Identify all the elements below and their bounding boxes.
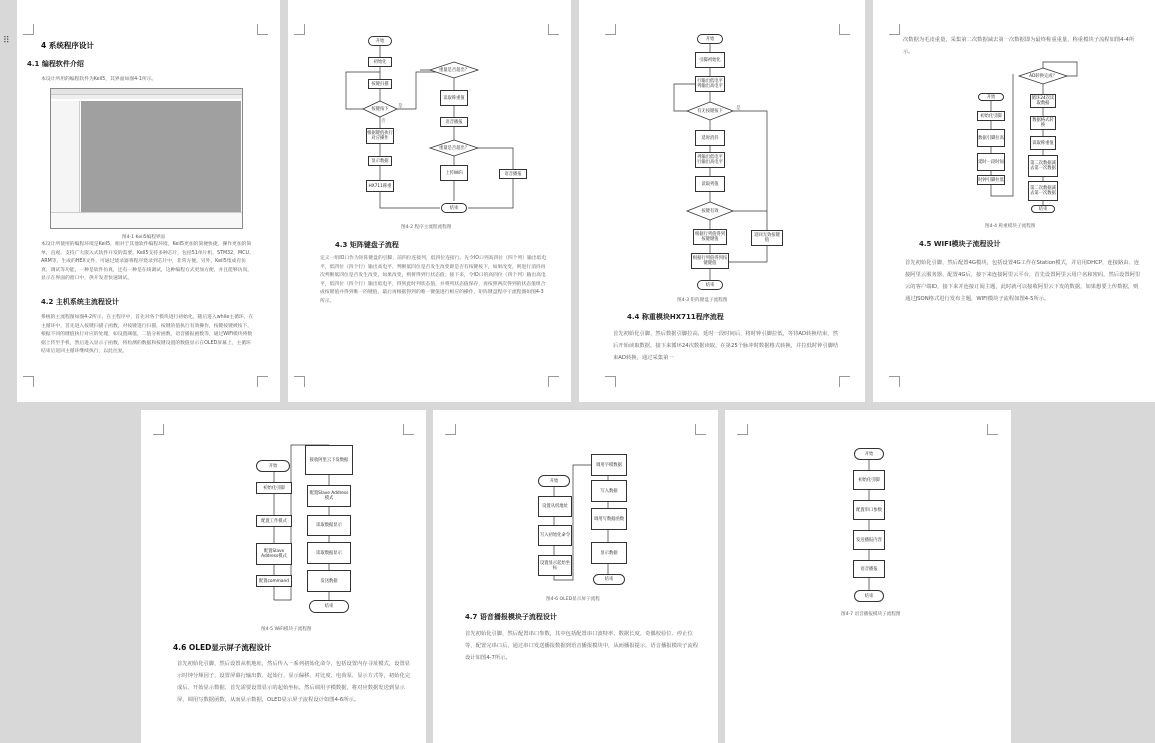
flow-node-send: 发送播报内容 [853, 530, 885, 550]
flow-node-disp: 显示数据 [591, 542, 627, 564]
flow-node-end: 结束 [697, 280, 723, 290]
yes-label: 是 [736, 106, 741, 111]
flow-node-side: 语音播报 [499, 169, 527, 179]
subsection-heading: 4.2 主机系统主流程设计 [41, 298, 119, 306]
page-1 [17, 0, 280, 402]
flow-node-start: 开始 [854, 448, 884, 460]
page-5 [141, 410, 426, 743]
flow-node-keyval: 按键有效 [701, 208, 719, 214]
flow-node-wifi: 上传WiFi [440, 165, 468, 181]
paragraph: 首先初始化引脚，然后配置串口参数，其中包括配置串口波特率、数据长度、奇偶校验位、停止位等，配置完串口后，通过串口发送播报数据到语音播报模块中，从而播报提示，语音播报模块子流程设计如图4-7所示。 [465, 631, 699, 661]
flow-node-init: 初始化引脚 [256, 482, 292, 494]
paragraph: 首先初始化引脚，然后配置4G模块，包括设置4G工作在Station模式，并启用DHCP，连接路由、连接阿里云服务器，配置4G后，接下来连接阿里云平台，首先设置阿里云用户名和密码，然后设置阿里云的客户端ID，接下来并连接订阅主题，此时就可以接收阿里云下发的数据，如果想要上传数据，则通过JSON格式进行发布主题，WIFI模块子流程如图4-5所示。 [905, 260, 1141, 302]
flow-node-delay: 延时消抖 [695, 130, 725, 146]
flow-node-mode: 配置工作模式 [256, 515, 292, 527]
flow-node-call: 调用写数据函数 [591, 508, 627, 530]
flow-node-read2: 读取数据显示 [307, 542, 351, 564]
figure-caption: 图4-3 矩阵键盘子流程图 [677, 298, 728, 303]
subsection-heading: 4.5 WIFI模块子流程设计 [919, 240, 1001, 248]
flow-node-send: 发送数据 [307, 570, 351, 592]
flow-node-init: 引脚初始化 [695, 52, 725, 68]
flow-node-voice: 语音播报 [853, 560, 885, 578]
flow-node-read: 读取列值 [695, 176, 725, 192]
flow-node-read1: 读取数据显示 [307, 515, 351, 536]
page-3 [579, 0, 865, 402]
intro-text: 本设计所用的编程软件为Keil5，其界面如图4-1所示。 [41, 77, 157, 82]
keil-screenshot [50, 88, 243, 229]
flowchart-connectors [873, 0, 1155, 230]
flow-node-keyscan: 按键扫描 [368, 79, 392, 89]
flowchart-connectors [433, 410, 718, 590]
flow-node-row: 行输出低电平列输出高电平 [695, 76, 725, 92]
yes-label: 是 [398, 104, 403, 109]
flow-node-cmd: 写入初始化命令 [538, 525, 572, 546]
flow-node-loop: 循环24次读取数据 [1031, 96, 1055, 106]
figure-caption: 图4-7 语音播报模块子流程图 [841, 612, 901, 617]
flow-node-font: 调用字模数据 [591, 454, 627, 476]
flow-node-start: 开始 [697, 34, 723, 44]
flow-node-end: 结束 [309, 600, 349, 613]
flow-node-cmd: 配置command [256, 575, 292, 587]
flow-node-over: 重量是否超出？ [438, 67, 470, 73]
flow-node-addr: 配置Slave Address模式 [307, 485, 351, 507]
figure-caption: 图4-5 WiFi模块子流程图 [261, 627, 312, 632]
subsection-heading: 4.7 语音播报模块子流程设计 [465, 613, 557, 621]
flow-node-sub2: 第二次数据减去第一次数据 [1028, 181, 1058, 201]
page-4 [873, 0, 1155, 402]
flow-node-end: 结束 [593, 574, 625, 585]
subsection-heading: 4.3 矩阵键盘子流程 [335, 241, 399, 249]
flow-node-init: 初始化引脚 [977, 111, 1005, 121]
section-heading: 4 系统程序设计 [41, 41, 94, 50]
flow-node-recv: 接收阿里云下发数据 [305, 445, 353, 475]
flow-node-slave: 配置Slave Address模式 [256, 543, 292, 565]
flow-node-voice: 语音播报 [440, 117, 468, 127]
flow-node-start: 开始 [256, 460, 290, 472]
flow-node-display: 显示数据 [368, 156, 392, 166]
flow-node-read: 读取称重值 [440, 90, 468, 106]
flow-node-clk: 时钟引脚拉低 [977, 175, 1005, 185]
no-label: 否 [381, 119, 386, 124]
flow-node-check: 重量是否超出？ [438, 145, 470, 151]
flow-node-start: 开始 [538, 475, 570, 487]
subsection-heading: 4.1 编程软件介绍 [27, 60, 84, 68]
flow-node-pull: 数据引脚拉高 [977, 129, 1005, 147]
flow-node-end: 结束 [854, 590, 884, 602]
flow-node-ad: AD转换完成？ [1029, 73, 1057, 79]
flow-node-setkey: 根据键值执行对应操作 [366, 128, 394, 144]
flow-node-read: 读取称重值 [1030, 136, 1056, 150]
paragraph: 次数据为毛皮重量，采集第二次数据减去第一次数据即为最终称重重量，称重模块子流程如图4-4所示。 [903, 37, 1135, 55]
flow-node-coord: 设置显示起始坐标 [538, 555, 572, 576]
page-7 [725, 410, 1011, 743]
flow-node-start: 开始 [368, 36, 392, 46]
flowchart-connectors [288, 0, 571, 230]
figure-caption: 图4-6 OLED显示屏子流程 [546, 597, 600, 602]
flow-node-noval: 返回无效按键值 [751, 230, 783, 246]
page-6 [433, 410, 718, 743]
flow-node-key: 有无按键按下 [697, 108, 723, 114]
flow-node-delay: 延时一段时间 [977, 153, 1005, 171]
flow-node-conv: 数据格式转换 [1030, 116, 1056, 130]
flow-node-keydown: 按键按下 [371, 106, 389, 112]
subsection-heading: 4.6 OLED显示屏子流程设计 [173, 643, 272, 652]
flow-node-hx711: HX711称重 [366, 180, 394, 192]
subsection-heading: 4.4 称重模块HX711程序流程 [627, 313, 724, 321]
flow-node-uart: 配置串口参数 [853, 500, 885, 520]
flow-node-init: 初始化 [368, 57, 392, 67]
figure-caption: 图4-1 Keil5编程界面 [122, 235, 166, 240]
flow-node-getkey: 根据行列值得到按键键值 [693, 229, 727, 245]
flow-node-end: 结束 [441, 203, 467, 213]
drag-grip-icon[interactable]: ⠿ [3, 36, 10, 46]
flow-node-getkey2: 根据行列值得到按键键值 [691, 253, 729, 269]
paragraph: 系统的主流程图如图4-2所示，在主程序中，首先对各个模块进行初始化，随后进入while主循环，在主循环中，首先进入按键扫描子函数，对按键进行扫描，按键的值执行有效操作，按键按键被按下，根据不同的键值执行对应的处理，如设置阈值，二值分析函数，语音播报函数等，通过WiFi模块将数据上传至手机，然后进入显示子函数，将检测的数据和按键设置的数值显示在OLED屏幕上，主循环结束后返回主循环继续执行，以此往复。 [41, 315, 254, 355]
flow-node-start: 开始 [978, 93, 1004, 101]
flow-node-sub: 第二次数据减去第一次数据 [1028, 155, 1058, 177]
flow-node-end: 结束 [1031, 205, 1055, 213]
paragraph: 首先初始化引脚，然后数据引脚拉高，延时一段时间后，将时钟引脚拉低，等待AD转换结束，然后开始读取数据，接下来循环24次数据读取，在第25个脉冲时数据格式转换，并拉低时钟引脚结束AD转换，通过采集第一 [613, 331, 839, 361]
figure-caption: 图4-2 程序主流程流程图 [401, 225, 452, 230]
flow-node-init: 初始化引脚 [853, 470, 885, 490]
flow-node-init: 设置从机地址 [538, 496, 572, 517]
figure-caption: 图4-4 称重模块子流程图 [985, 224, 1036, 229]
paragraph: 首先初始化引脚，然后设置从机地址，然后传入一系列初始化命令，包括设置内存寻址模式，设置显示时钟分频因子，设置屏幕行输出数、起始行、显示偏移、对比度、电荷泵、显示方式等，初始化完成后，开始显示数据，首先需要设置显示的起始坐标，然后调用字模数据，将对应数据发送到显示屏，调用写数据函数，从而显示数据，OLED显示屏子流程设计如图4-6所示。 [177, 661, 411, 703]
paragraph: 定义一组IO口作为矩阵键盘的引脚，前四位连接列，低四位连接行。先令IO口列高四位（四个列）输出低电平，低四位（四个行）输出高电平，判断低四位是否发生改变即是否有按键按下，如果改变，则进行消抖再次判断低四位是否发生改变，如果改变，则将得到行状态值；接下来，令IO口的高四位（四个列）输出高电平，低四位（四个行）输出低电平，得到此时列状态值，并将列状态值保存，再按照两次得到的状态值组合成按键值并得到唯一的键值，最后再根据得到的唯一键值进行相应的操作，矩阵键盘程序子流程图如图4-3所示。 [320, 256, 547, 304]
flow-node-col: 列输出低电平行输出高电平 [695, 152, 725, 168]
page-2 [288, 0, 571, 402]
flow-node-write: 写入数据 [591, 480, 627, 502]
paragraph: 本设计所使用的编程环境是Keil5，相对于其他软件编程环境，Keil5更加的简便快捷，操作更加的简单，直观。支持广大嵌入式软件开发的需要。Keil5支持多种芯片，包括51单片机、STM32、MCU、ARM等，生成的HEX文件，可通过烧录器将程序烧录到芯片中，非常方便。另外，Keil5集成有仿真、调试等功能，一种是软件仿真，还有一种是在线调试，这种编程方式更加方便，并且能够仿真，显示在界面的窗口中，供开发者快速调试。 [41, 242, 254, 282]
